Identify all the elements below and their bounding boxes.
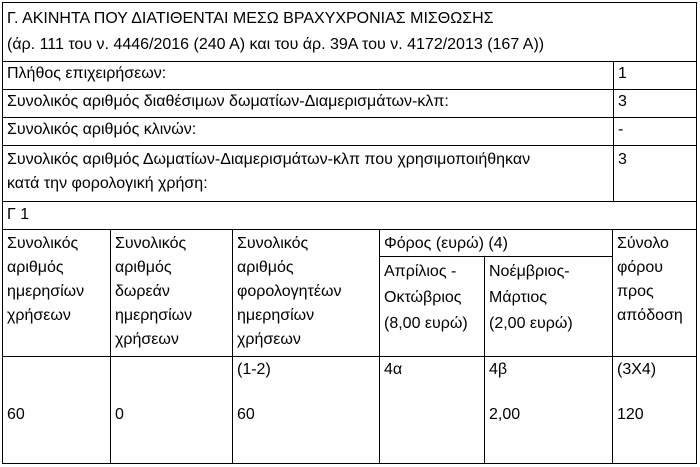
- summary-value-rooms: 3: [618, 93, 627, 110]
- summary-label-businesses: Πλήθος επιχειρήσεων:: [7, 65, 167, 82]
- header-tax-group: Φόρος (ευρώ) (4): [384, 235, 508, 252]
- table-border-left: [2, 2, 3, 464]
- formula-col4a: 4α: [384, 361, 403, 378]
- col-divider: [232, 229, 233, 464]
- table-border-right: [696, 2, 697, 464]
- value-free-daily-uses: 0: [115, 406, 124, 423]
- summary-value-businesses: 1: [618, 65, 627, 82]
- section-title: Γ. ΑΚΙΝΗΤΑ ΠΟΥ ΔΙΑΤΙΘΕΝΤΑΙ ΜΕΣΩ ΒΡΑΧΥΧΡΟΝΙΑΣ ΜΙΣΘΩΣΗΣ: [7, 10, 494, 27]
- row-divider: [2, 89, 697, 90]
- row-divider: [2, 229, 697, 230]
- formula-col4b: 4β: [489, 361, 508, 378]
- table-border-top: [2, 2, 697, 3]
- section-subtitle: (άρ. 111 του ν. 4446/2016 (240 Α) και του άρ. 39Α του ν. 4172/2013 (167 Α)): [7, 36, 545, 53]
- row-divider: [2, 61, 697, 62]
- row-divider: [2, 356, 697, 357]
- row-divider: [2, 117, 697, 118]
- formula-col3: (1-2): [237, 361, 271, 378]
- col-divider: [110, 229, 111, 464]
- formula-col5: (3X4): [617, 361, 657, 378]
- summary-label-rooms: Συνολικός αριθμός διαθέσιμων δωματίων-Διαμερισμάτων-κλπ:: [7, 93, 449, 110]
- col-divider: [484, 256, 485, 464]
- tax-group-divider: [379, 256, 612, 257]
- row-divider: [2, 145, 697, 146]
- value-taxable-daily-uses: 60: [237, 406, 255, 423]
- summary-value-beds: -: [618, 121, 624, 138]
- value-total-tax: 120: [617, 406, 644, 423]
- col-divider: [612, 229, 613, 464]
- value-november-march-tax: 2,00: [489, 406, 521, 423]
- summary-label-rooms-used: Συνολικός αριθμός Δωματίων-Διαμερισμάτων-κλπ που χρησιμοποιήθηκαν: [7, 151, 531, 168]
- table-border-bottom: [2, 463, 697, 464]
- summary-label-rooms-used-cont: κατά την φορολογική χρήση:: [7, 175, 208, 192]
- row-divider: [2, 201, 697, 202]
- summary-label-beds: Συνολικός αριθμός κλινών:: [7, 121, 197, 138]
- subsection-label: Γ 1: [7, 206, 30, 223]
- summary-value-rooms-used: 3: [618, 151, 627, 168]
- summary-value-divider: [613, 61, 614, 202]
- value-total-daily-uses: 60: [7, 406, 25, 423]
- col-divider: [379, 229, 380, 464]
